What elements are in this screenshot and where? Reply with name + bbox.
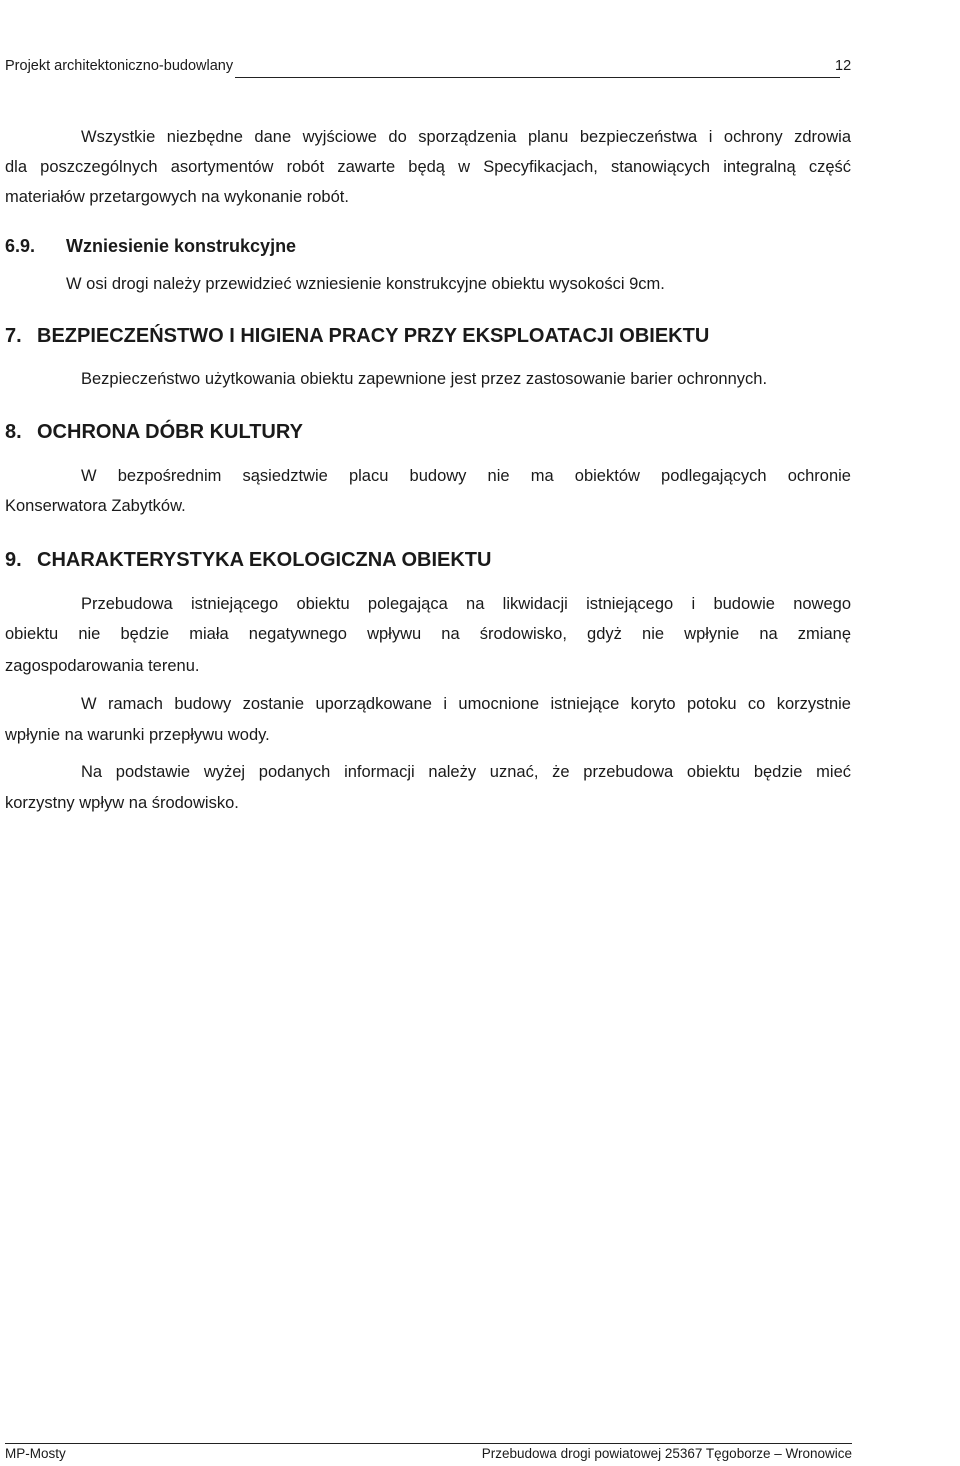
page-number: 12: [835, 58, 852, 74]
section-8-line-2: Konserwatora Zabytków.: [5, 497, 186, 515]
section-9-p2-line-2: wpłynie na warunki przepływu wody.: [5, 726, 270, 744]
header-rule: [235, 77, 840, 78]
section-9-number: 9.: [5, 549, 22, 571]
section-9-p3-line-1: Na podstawie wyżej podanych informacji należy uznać, że przebudowa obiektu będzie mieć: [81, 763, 851, 781]
section-9-p1-line-1: Przebudowa istniejącego obiektu polegająca na likwidacji istniejącego i budowie nowego: [81, 595, 851, 613]
section-9-p1-line-3: zagospodarowania terenu.: [5, 657, 200, 675]
intro-line-2: dla poszczególnych asortymentów robót zawarte będą w Specyfikacjach, stanowiących integralną część: [5, 158, 851, 176]
section-7-number: 7.: [5, 325, 22, 347]
section-6-9-title: Wzniesienie konstrukcyjne: [66, 236, 297, 256]
section-9-p2-line-1: W ramach budowy zostanie uporządkowane i umocnione istniejące koryto potoku co korzystnie: [81, 695, 851, 713]
intro-line-3: materiałów przetargowych na wykonanie robót.: [5, 188, 349, 206]
section-8-title: OCHRONA DÓBR KULTURY: [37, 421, 303, 443]
section-8-number: 8.: [5, 421, 22, 443]
section-9-title: CHARAKTERYSTYKA EKOLOGICZNA OBIEKTU: [37, 549, 492, 571]
section-7-title: BEZPIECZEŃSTWO I HIGIENA PRACY PRZY EKSPLOATACJI OBIEKTU: [37, 325, 710, 347]
intro-line-1: Wszystkie niezbędne dane wyjściowe do sporządzenia planu bezpieczeństwa i ochrony zdrowia: [81, 128, 851, 146]
running-header-title: Projekt architektoniczno-budowlany: [5, 58, 234, 74]
footer-rule: [5, 1443, 852, 1444]
section-9-p3-line-2: korzystny wpływ na środowisko.: [5, 794, 239, 812]
section-8-line-1: W bezpośrednim sąsiedztwie placu budowy nie ma obiektów podlegających ochronie: [81, 467, 851, 485]
section-6-9-text: W osi drogi należy przewidzieć wzniesienie konstrukcyjne obiektu wysokości 9cm.: [66, 275, 665, 293]
footer-company: MP-Mosty: [5, 1446, 66, 1461]
section-6-9-number: 6.9.: [5, 236, 36, 256]
section-7-text: Bezpieczeństwo użytkowania obiektu zapewnione jest przez zastosowanie barier ochronnych.: [81, 370, 768, 388]
footer-project: Przebudowa drogi powiatowej 25367 Tęgoborze – Wronowice: [481, 1446, 852, 1461]
section-9-p1-line-2: obiektu nie będzie miała negatywnego wpływu na środowisko, gdyż nie wpłynie na zmianę: [5, 625, 851, 643]
